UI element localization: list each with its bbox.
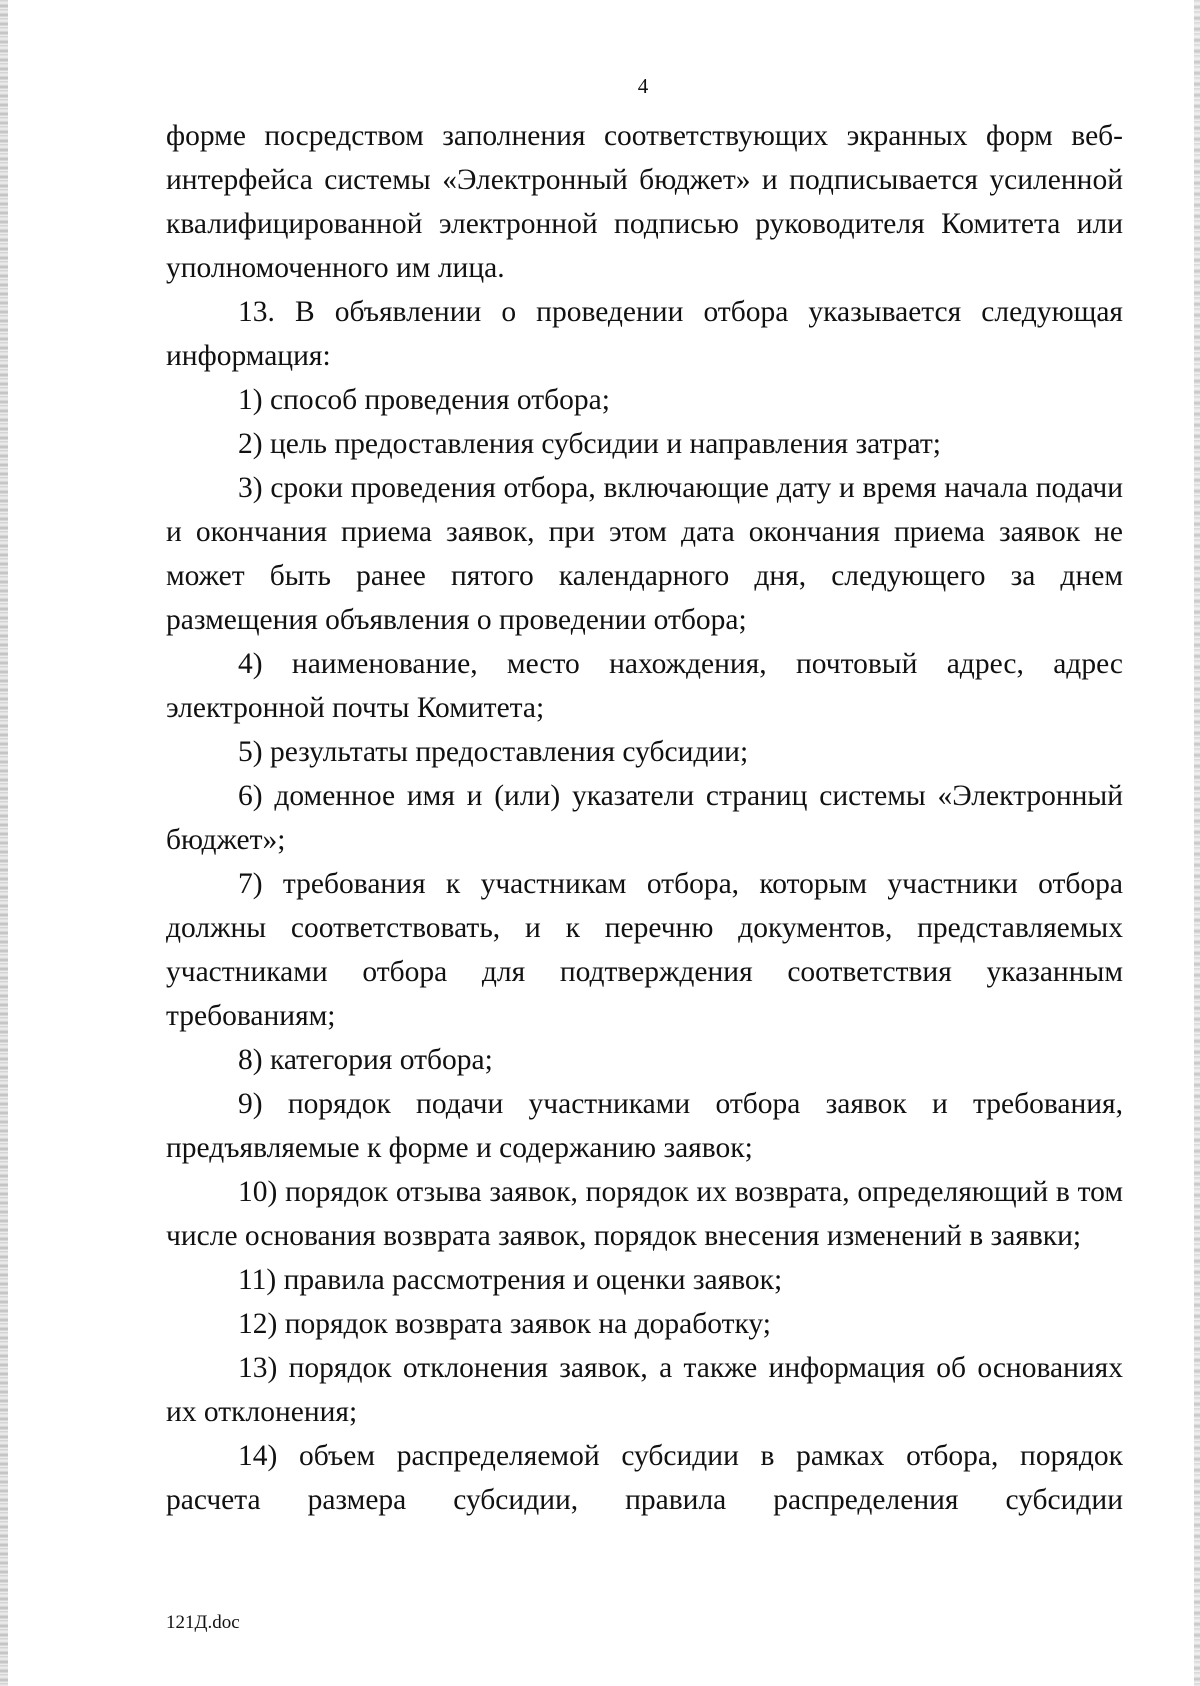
list-item-11: 11) правила рассмотрения и оценки заявок; (238, 1264, 783, 1296)
list-item-10: 10) порядок отзыва заявок, порядок их возврата, определяющий в том числе основания возврата заявок, порядок внесения изменений в заявки; (166, 1176, 1123, 1252)
list-item-6: 6) доменное имя и (или) указатели страниц системы «Электронный бюджет»; (166, 780, 1123, 856)
list-item-1: 1) способ проведения отбора; (238, 384, 610, 416)
list-item-9: 9) порядок подачи участниками отбора заявок и требования, предъявляемые к форме и содержанию заявок; (166, 1088, 1123, 1164)
list-item-7: 7) требования к участникам отбора, которым участники отбора должны соответствовать, и к перечню документов, представляемых участниками отбора для подтверждения соответствия указанным требованиям; (166, 868, 1123, 1032)
list-item-13: 13) порядок отклонения заявок, а также информация об основаниях их отклонения; (166, 1352, 1123, 1428)
scan-edge-left (0, 0, 8, 1686)
list-item-4: 4) наименование, место нахождения, почтовый адрес, адрес электронной почты Комитета; (166, 648, 1123, 724)
list-item-8: 8) категория отбора; (238, 1044, 493, 1076)
paragraph-clause-13: 13. В объявлении о проведении отбора указывается следующая информация: (166, 296, 1123, 372)
footer-filename: 121Д.doc (166, 1612, 240, 1633)
list-item-12: 12) порядок возврата заявок на доработку; (238, 1308, 771, 1340)
list-item-5: 5) результаты предоставления субсидии; (238, 736, 749, 768)
page-number: 4 (637, 74, 649, 98)
paragraph-continuation: форме посредством заполнения соответствующих экранных форм веб-интерфейса системы «Электронный бюджет» и подписывается усиленной квалифицированной электронной подписью руководителя Комитета или уполномоченного им лица. (166, 120, 1123, 284)
scan-edge-right (1194, 0, 1200, 1686)
document-body (166, 114, 1123, 1522)
list-item-3: 3) сроки проведения отбора, включающие дату и время начала подачи и окончания приема заявок, при этом дата окончания приема заявок не может быть ранее пятого календарного дня, следующего за днем размещения объявления о проведении отбора; (166, 472, 1123, 636)
list-item-2: 2) цель предоставления субсидии и направления затрат; (238, 428, 941, 460)
list-item-14: 14) объем распределяемой субсидии в рамках отбора, порядок расчета размера субсидии, правила распределения субсидии (166, 1440, 1123, 1516)
